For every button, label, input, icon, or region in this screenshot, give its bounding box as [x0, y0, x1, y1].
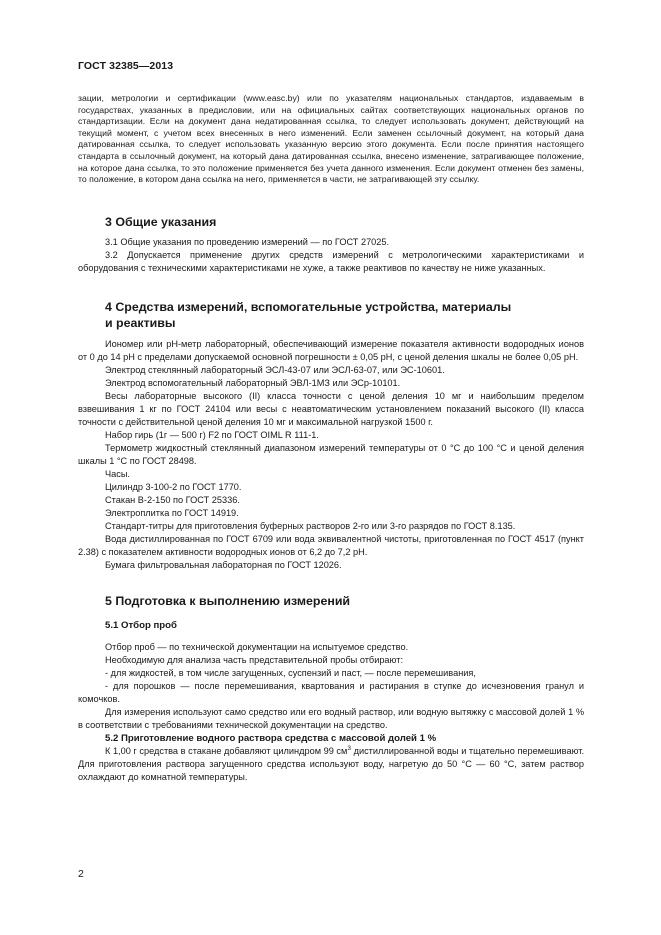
- page-number: 2: [78, 868, 84, 880]
- equipment-item: Вода дистиллированная по ГОСТ 6709 или вода эквивалентной чистоты, приготовленная по ГОСТ 4517 (пункт 2.38) с показателем активности водородных ионов от 6,2 до 7,2 pH.: [78, 533, 584, 557]
- intro-block: [78, 93, 584, 186]
- section-4-title: [105, 299, 584, 331]
- sampling-paragraph: - для жидкостей, в том числе загущенных, суспензий и паст, — после перемешивания,: [105, 667, 476, 678]
- sampling-paragraph: Для измерения используют само средство или его водный раствор, или водную вытяжку с массовой долей 1 % в соответствии с требованиями технической документации на средство.: [78, 706, 584, 730]
- sampling-paragraph: - для порошков — после перемешивания, квартования и растирания в ступке до исчезновения гранул и комочков.: [78, 680, 584, 704]
- equipment-item: Стандарт-титры для приготовления буферных растворов 2-го или 3-го разрядов по ГОСТ 8.135.: [105, 520, 516, 531]
- equipment-item: Электрод стеклянный лабораторный ЭСЛ-43-07 или ЭСЛ-63-07, или ЭС-10601.: [105, 364, 445, 375]
- section-4-title-line-1: 4 Средства измерений, вспомогательные устройства, материалы: [105, 299, 512, 314]
- section-3-paragraph-2: 3.2 Допускается применение других средств измерений с метрологическими характеристиками и оборудования с техническими характеристиками не хуже, а также реактивов по качеству не ниже указанных.: [78, 249, 584, 273]
- section-3-title: 3 Общие указания: [105, 214, 217, 229]
- sampling-paragraph: Необходимую для анализа часть представительной пробы отбирают:: [105, 654, 403, 665]
- document-code-header: ГОСТ 32385—2013: [78, 60, 174, 72]
- subsection-5-1-title: 5.1 Отбор проб: [105, 619, 177, 631]
- equipment-item: Стакан В-2-150 по ГОСТ 25336.: [105, 494, 240, 505]
- equipment-item: Электроплитка по ГОСТ 14919.: [105, 507, 239, 518]
- equipment-item: Часы.: [105, 468, 130, 479]
- equipment-item: Весы лабораторные высокого (II) класса точности с ценой деления 10 мг и наибольшим пределом взвешивания 1 кг по ГОСТ 24104 или весы с неавтоматическим установлением показаний высокого (II) класса точности с действительной ценой деления 10 мг и максимальной нагрузкой 1500 г.: [78, 390, 584, 427]
- subsection-5-2-title: 5.2 Приготовление водного раствора средства с массовой долей 1 %: [105, 732, 437, 744]
- cubic-superscript: 3: [347, 744, 351, 752]
- equipment-item: Иономер или pH-метр лабораторный, обеспечивающий измерение показателя активности водородных ионов от 0 до 14 pH с пределами допускаемой основной погрешности ± 0,05 pH, с ценой деления шкалы не более 0,05 pH.: [78, 338, 584, 362]
- equipment-item: Цилиндр 3-100-2 по ГОСТ 1770.: [105, 481, 242, 492]
- solution-text-part-2: дистиллированной воды и тщательно перемешивают. Для приготовления раствора загущенного средства используют воду, нагретую до 50 °С — 60 °С, затем раствор охлаждают до комнатной температуры.: [78, 745, 584, 782]
- solution-preparation-paragraph: [78, 745, 584, 784]
- section-3-paragraph-1: 3.1 Общие указания по проведению измерений — по ГОСТ 27025.: [105, 236, 390, 247]
- equipment-item: Набор гирь (1г — 500 г) F2 по ГОСТ OIML R 111-1.: [105, 429, 319, 440]
- intro-paragraph: зации, метрологии и сертификации (www.easc.by) или по указателям национальных стандартов, издаваемым в государствах, указанных в предисловии, или на официальных сайтах соответствующих национальных органов по стандартизации. Если на документ дана недатированная ссылка, то следует использовать документ, действующий на текущий момент, с учетом всех внесенных в него изменений. Если заменен ссылочный документ, на который дана датированная ссылка, то следует использовать указанную версию этого документа. Если после принятия настоящего стандарта в ссылочный документ, на который дана датированная ссылка, внесено изменение, затрагивающее положение, на которое дана ссылка, то это положение применяется без учета данного изменения. Если документ отменен без замены, то положение, в котором дана ссылка на него, применяется в части, не затрагивающей эту ссылку.: [78, 93, 584, 185]
- page-content: [78, 93, 584, 784]
- section-5-title: 5 Подготовка к выполнению измерений: [105, 593, 351, 608]
- equipment-item: Бумага фильтровальная лабораторная по ГОСТ 12026.: [105, 559, 342, 570]
- sampling-paragraph: Отбор проб — по технической документации на испытуемое средство.: [105, 641, 409, 652]
- equipment-item: Термометр жидкостный стеклянный диапазоном измерений температуры от 0 °С до 100 °С и ценой деления шкалы 1 °С по ГОСТ 28498.: [78, 442, 584, 466]
- section-4-title-line-2: и реактивы: [105, 315, 176, 330]
- equipment-item: Электрод вспомогательный лабораторный ЭВЛ-1МЗ или ЭСр-10101.: [105, 377, 401, 388]
- solution-text-part-1: К 1,00 г средства в стакане добавляют цилиндром 99 см: [105, 745, 348, 756]
